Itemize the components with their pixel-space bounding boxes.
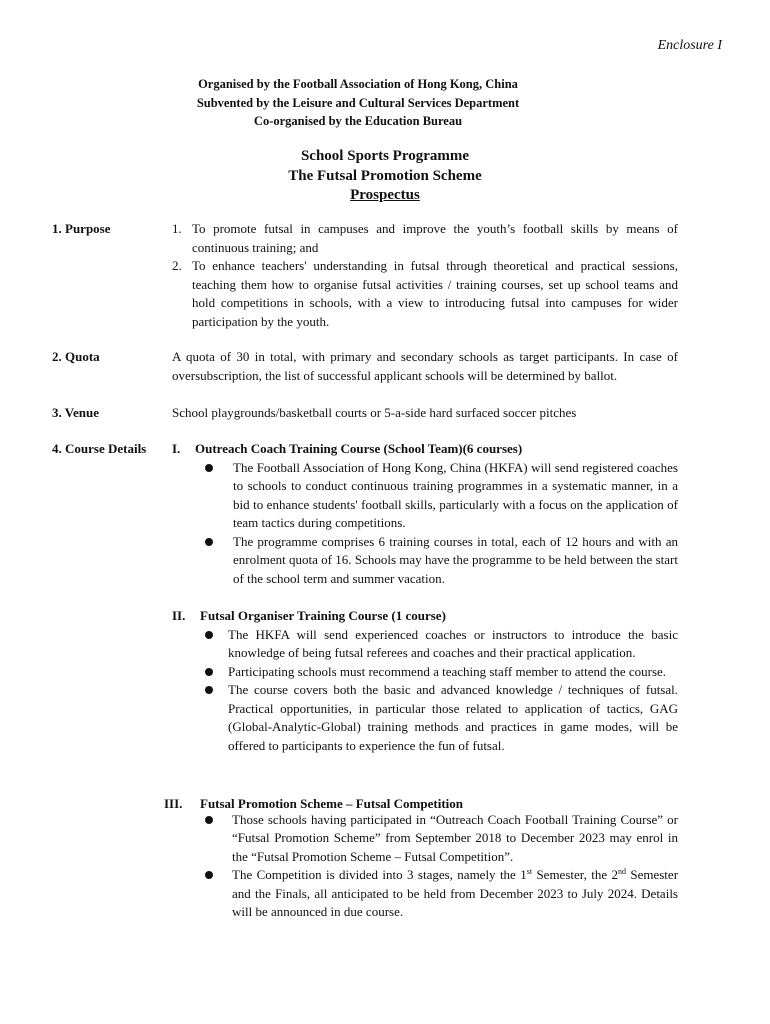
bullet-icon: [205, 871, 213, 879]
bullet-icon: [205, 668, 213, 676]
course-3-bullets: [164, 811, 678, 922]
course-2-title: Futsal Organiser Training Course (1 course): [200, 608, 446, 623]
purpose-item-number: 2.: [172, 258, 182, 273]
course-section-2: [172, 607, 678, 755]
bullet-text: The course covers both the basic and advanced knowledge / techniques of futsal. Practical opportunities, in particular those related to application of tactics, GAG (Global-Analytic-Global) training methods and practices in game modes, will be offered to participants to experience the fun of futsal.: [228, 682, 678, 753]
title-block: [0, 147, 770, 206]
scheme-title: The Futsal Promotion Scheme: [288, 167, 482, 184]
bullet-item: [228, 626, 678, 663]
purpose-item: [172, 257, 678, 331]
bullet-text: [232, 867, 678, 919]
course-3-roman: III.: [164, 796, 183, 811]
course-3-title: Futsal Promotion Scheme – Futsal Competition: [200, 796, 463, 811]
bullet-item: [233, 459, 678, 533]
course-1-roman: I.: [172, 441, 181, 456]
ordinal-suffix: st: [526, 867, 533, 876]
bullet-text: Those schools having participated in “Outreach Coach Football Training Course” or “Futsal Promotion Scheme” from September 2018 to December 2023 may enrol in the “Futsal Promotion Scheme – Futsal Competition”.: [232, 811, 678, 864]
bullet-item: [228, 681, 678, 755]
course-section-1: [172, 440, 678, 588]
bullet-text: The Football Association of Hong Kong, China (HKFA) will send registered coaches to schools to conduct continuous training programmes in a systematic manner, in a bid to enhance students' football skills, particularly with a focus on the application of team tactics during competitions.: [233, 459, 678, 530]
purpose-body: [172, 220, 678, 331]
purpose-list: [172, 220, 678, 331]
bullet-icon: [205, 538, 213, 546]
bullet-icon: [205, 816, 213, 824]
co-organiser-line: Co-organised by the Education Bureau: [253, 114, 463, 128]
bullet-text-part: The Competition is divided into 3 stages, namely the 1: [232, 867, 527, 882]
quota-label: 2. Quota: [52, 349, 100, 364]
bullet-icon: [205, 464, 213, 472]
course-2-heading: [172, 607, 678, 626]
bullet-text: Participating schools must recommend a teaching staff member to attend the course.: [228, 663, 667, 679]
venue-text: School playgrounds/basketball courts or 5-a-side hard surfaced soccer pitches: [172, 405, 577, 420]
bullet-item: [233, 533, 678, 589]
purpose-item-text: To promote futsal in campuses and improve the youth’s football skills by means of continuous training; and: [192, 221, 678, 255]
organiser-line: Organised by the Football Association of Hong Kong, China: [198, 77, 518, 91]
ordinal-suffix: nd: [617, 867, 626, 876]
bullet-text: The programme comprises 6 training courses in total, each of 12 hours and with an enrolment quota of 16. Schools may have the programme to be held between the start of the school term and summer vacation.: [233, 533, 678, 586]
subvention-line: Subvented by the Leisure and Cultural Services Department: [196, 95, 520, 110]
bullet-icon: [205, 686, 213, 694]
course-details-label: 4. Course Details: [52, 441, 147, 456]
course-1-title: Outreach Coach Training Course (School Team)(6 courses): [195, 441, 523, 456]
enclosure-label: Enclosure I: [657, 38, 722, 53]
bullet-item: [228, 663, 678, 682]
course-2-roman: II.: [172, 608, 186, 623]
venue-label: 3. Venue: [52, 405, 99, 420]
programme-title: School Sports Programme: [300, 148, 470, 164]
course-1-bullets: [172, 459, 678, 589]
quota-text: A quota of 30 in total, with primary and secondary schools as target participants. In case of oversubscription, the list of successful applicant schools will be determined by ballot.: [172, 349, 678, 383]
bullet-icon: [205, 631, 213, 639]
course-section-3: [164, 795, 678, 922]
purpose-label: 1. Purpose: [52, 221, 111, 236]
bullet-item: [232, 811, 678, 867]
organisers-block: [172, 75, 544, 131]
bullet-item: [232, 866, 678, 922]
bullet-text-part: Semester and the Finals, all anticipated to be held from December 2023 to July 2024. Details will be announced in due course.: [232, 867, 679, 919]
bullet-text: The HKFA will send experienced coaches or instructors to introduce the basic knowledge of being futsal referees and coaches and their practical application.: [228, 626, 678, 660]
course-2-bullets: [172, 626, 678, 756]
purpose-item: [172, 220, 678, 257]
bullet-text-part: Semester, the 2: [532, 867, 618, 882]
course-1-heading: [172, 440, 678, 459]
prospectus-title: Prospectus: [350, 187, 420, 203]
purpose-item-number: 1.: [172, 221, 182, 236]
purpose-item-text: To enhance teachers' understanding in futsal through theoretical and practical sessions, teaching them how to organise futsal activities / training courses, set up school teams and hold competitions in schools, with a view to introducing futsal into campuses for wider participation by the youth.: [192, 258, 678, 329]
